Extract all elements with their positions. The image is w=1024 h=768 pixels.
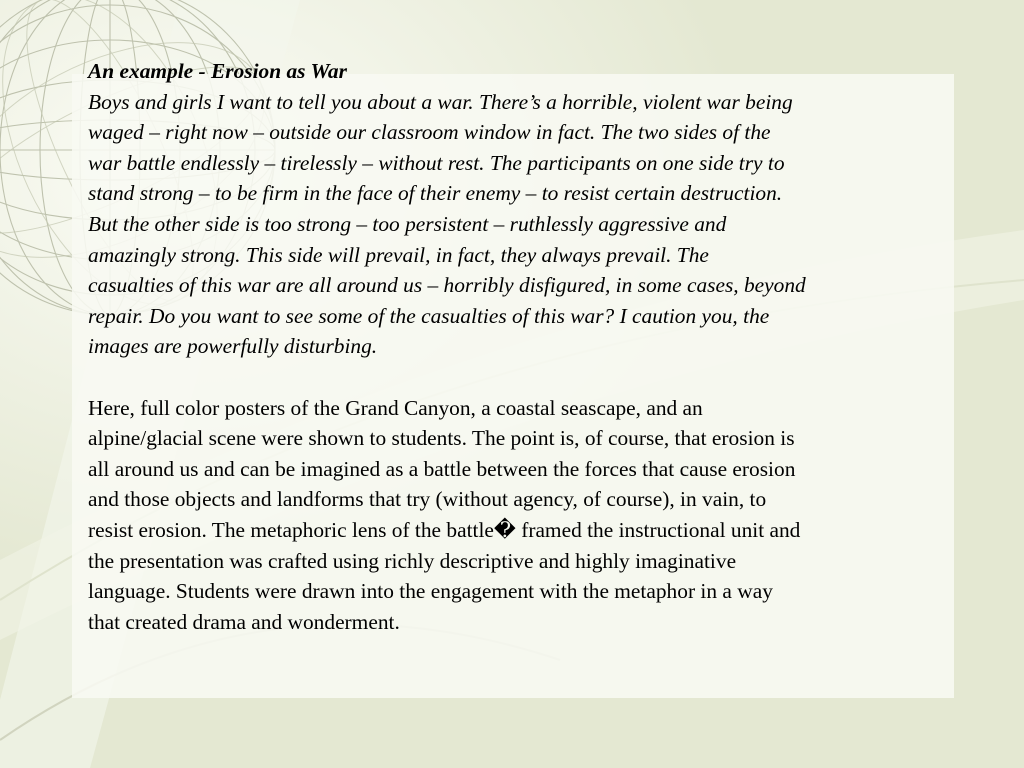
story-line: casualties of this war are all around us – horribly disfigured, in some cases, beyond <box>88 273 806 298</box>
explanation-line: all around us and can be imagined as a battle between the forces that cause erosion <box>88 456 796 481</box>
story-line: images are powerfully disturbing. <box>88 334 378 359</box>
slide-content <box>88 56 958 637</box>
slide-heading: An example - Erosion as War <box>88 59 347 83</box>
explanation-line: that created drama and wonderment. <box>88 609 400 634</box>
story-line: stand strong – to be firm in the face of their enemy – to resist certain destruction. <box>88 181 783 206</box>
explanation-line: the presentation was crafted using richly descriptive and highly imaginative <box>88 548 737 573</box>
explanation-line: language. Students were drawn into the engagement with the metaphor in a way <box>88 579 773 604</box>
story-line: Boys and girls I want to tell you about a war. There’s a horrible, violent war being <box>88 89 793 114</box>
explanation-line: alpine/glacial scene were shown to students. The point is, of course, that erosion is <box>88 426 795 451</box>
explanation-paragraph <box>88 393 958 638</box>
explanation-line: Here, full color posters of the Grand Canyon, a coastal seascape, and an <box>88 395 703 420</box>
story-line: repair. Do you want to see some of the casualties of this war? I caution you, the <box>88 303 770 328</box>
story-line: But the other side is too strong – too persistent – ruthlessly aggressive and <box>88 211 727 236</box>
story-paragraph <box>88 87 958 362</box>
story-line: waged – right now – outside our classroom window in fact. The two sides of the <box>88 120 771 145</box>
story-line: amazingly strong. This side will prevail, in fact, they always prevail. The <box>88 242 709 267</box>
story-line: war battle endlessly – tirelessly – without rest. The participants on one side try to <box>88 150 785 175</box>
paragraph-gap <box>88 362 958 393</box>
explanation-line: resist erosion. The metaphoric lens of the battle� framed the instructional unit and <box>88 517 801 542</box>
explanation-line: and those objects and landforms that try (without agency, of course), in vain, to <box>88 487 767 512</box>
